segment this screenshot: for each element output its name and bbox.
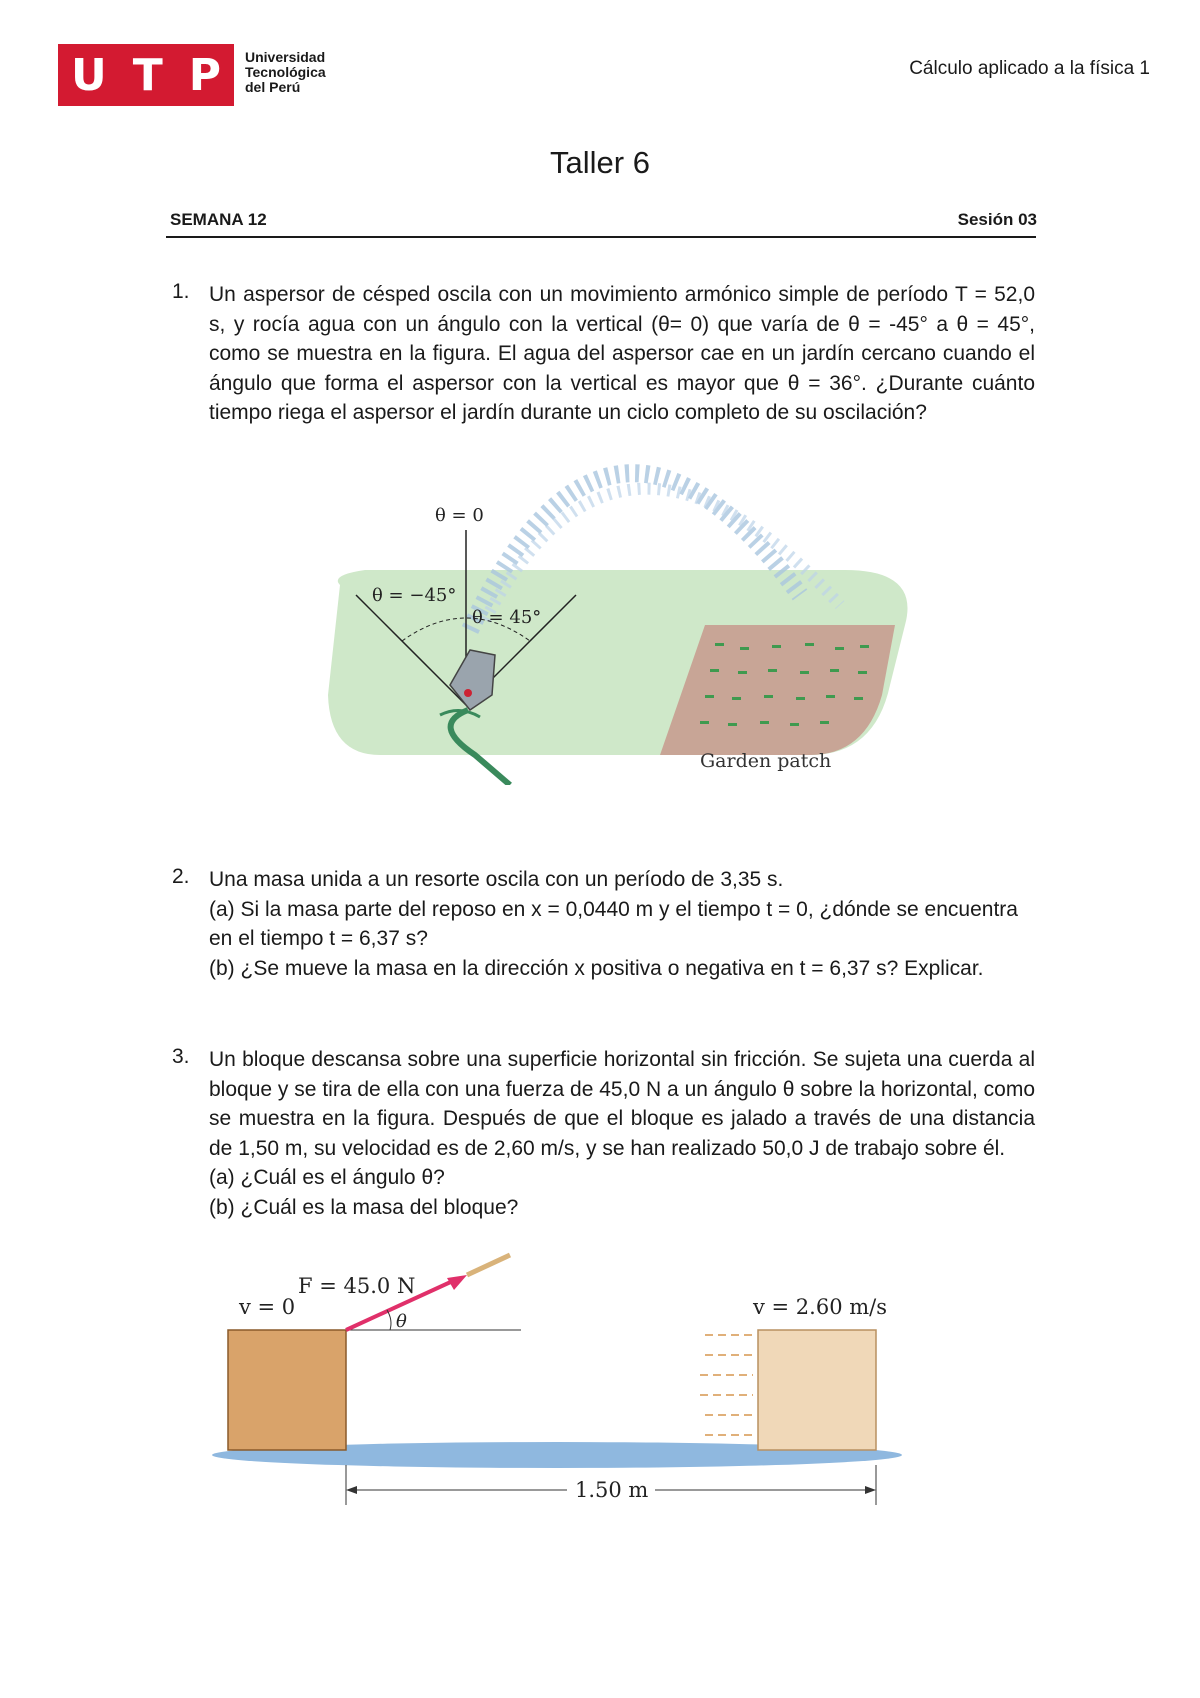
block-final	[758, 1330, 876, 1450]
label-theta-minus45: θ = −45°	[372, 585, 457, 606]
distance-arrow-left	[346, 1486, 357, 1494]
label-v-initial: v = 0	[239, 1295, 296, 1319]
logo-mark	[58, 44, 234, 106]
label-theta-zero: θ = 0	[435, 505, 484, 526]
problem-2-part-a: (a) Si la masa parte del reposo en x = 0,0440 m y el tiempo t = 0, ¿dónde se encuentra en el tiempo t = 6,37 s?	[209, 897, 1018, 950]
block-figure	[205, 1250, 925, 1510]
utp-logo	[58, 44, 338, 106]
logo-letter-p: P	[188, 49, 221, 101]
problem-3-number: 3.	[172, 1045, 190, 1068]
problem-3-part-b: (b) ¿Cuál es la masa del bloque?	[209, 1195, 519, 1219]
rope	[467, 1255, 510, 1275]
distance-arrow-right	[865, 1486, 876, 1494]
problem-2-number: 2.	[172, 865, 190, 888]
block-initial	[228, 1330, 346, 1450]
session-label: Sesión 03	[957, 210, 1037, 229]
label-garden-patch: Garden patch	[700, 750, 832, 772]
course-name: Cálculo aplicado a la física 1	[909, 58, 1150, 79]
week-label: SEMANA 12	[170, 210, 267, 229]
problem-2-text	[209, 865, 1035, 983]
label-distance: 1.50 m	[575, 1478, 649, 1502]
page-title: Taller 6	[550, 145, 650, 180]
label-theta: θ	[396, 1311, 407, 1332]
sprinkler-figure	[320, 455, 920, 785]
motion-lines	[700, 1335, 753, 1435]
logo-wordmark: Universidad Tecnológica del Perú	[245, 49, 326, 95]
problem-1-text	[209, 280, 1035, 428]
problem-3-text	[209, 1045, 1035, 1222]
problem-2-paragraph: Una masa unida a un resorte oscila con un período de 3,35 s.	[209, 868, 784, 891]
problem-1-number: 1.	[172, 280, 190, 303]
logo-letter-t: T	[132, 49, 163, 101]
problem-2-part-b: (b) ¿Se mueve la masa en la dirección x positiva o negativa en t = 6,37 s? Explicar.	[209, 956, 984, 980]
problem-1-paragraph: Un aspersor de césped oscila con un movimiento armónico simple de período T = 52,0 s, y rocía agua con un ángulo con la vertical (θ= 0) que varía de θ = -45° a θ = 45°, como se muestra en la figura. El agua del aspersor cae en un jardín cercano cuando el ángulo que forma el aspersor con la vertical es mayor que θ = 36°. ¿Durante cuánto tiempo riega el aspersor el jardín durante un ciclo completo de su oscilación?	[209, 283, 1035, 424]
label-theta-plus45: θ = 45°	[472, 607, 542, 628]
force-arrowhead	[447, 1275, 467, 1290]
problem-3-paragraph: Un bloque descansa sobre una superficie horizontal sin fricción. Se sujeta una cuerda al bloque y se tira de ella con una fuerza de 45,0 N a un ángulo θ sobre la horizontal, como se muestra en la figura. Después de que el bloque es jalado a través de una distancia de 1,50 m, su velocidad es de 2,60 m/s, y se han realizado 50,0 J de trabajo sobre él.	[209, 1048, 1035, 1160]
label-v-final: v = 2.60 m/s	[753, 1295, 888, 1319]
label-force: F = 45.0 N	[298, 1274, 416, 1298]
logo-letter-u: U	[71, 49, 107, 101]
header-divider	[166, 236, 1036, 238]
problem-3-part-a: (a) ¿Cuál es el ángulo θ?	[209, 1166, 445, 1189]
